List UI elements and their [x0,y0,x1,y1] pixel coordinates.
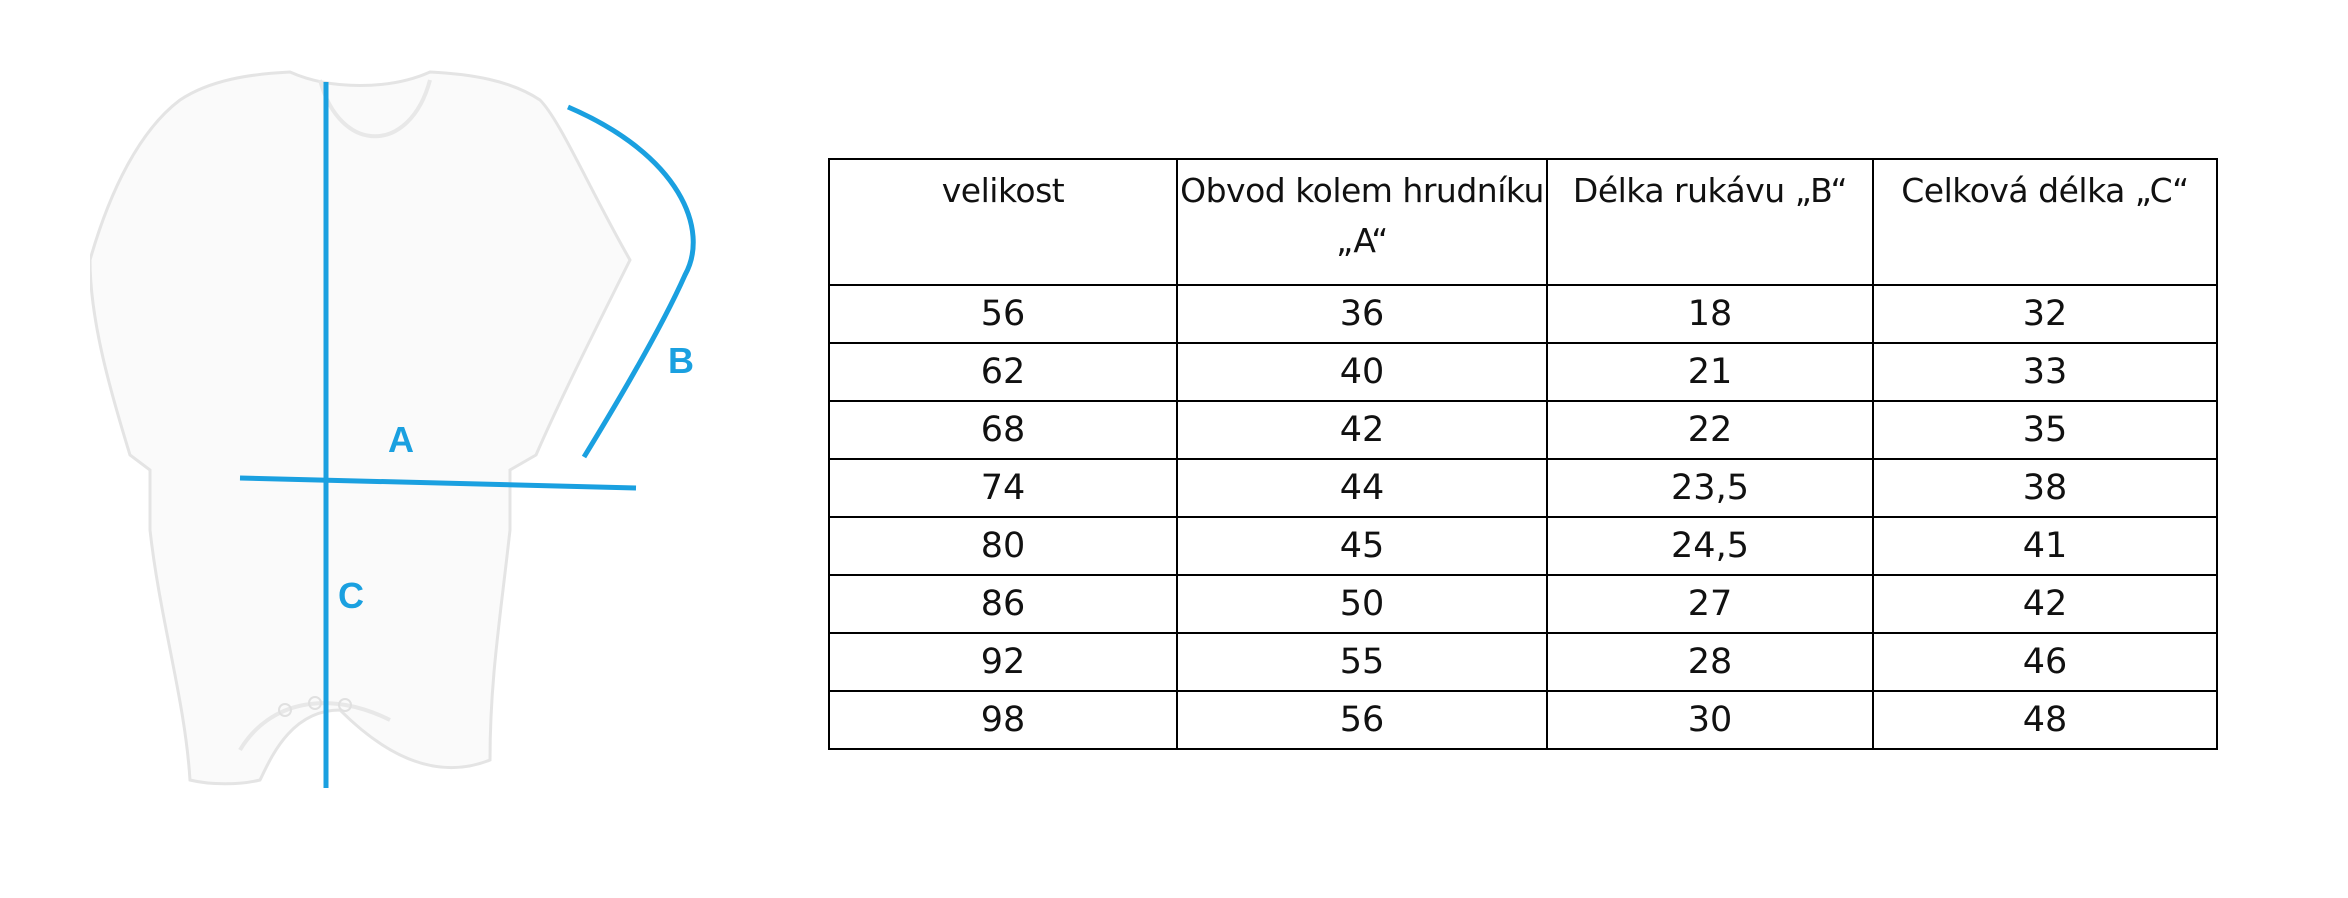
cell-chest: 56 [1177,691,1547,749]
bodysuit-illustration [90,60,770,820]
table-row [829,691,2217,749]
cell-chest: 44 [1177,459,1547,517]
cell-total-length: 38 [1873,459,2217,517]
cell-size: 62 [829,343,1177,401]
cell-sleeve: 21 [1547,343,1873,401]
cell-sleeve: 28 [1547,633,1873,691]
label-a: A [388,419,414,460]
label-c: C [338,575,364,616]
cell-total-length: 46 [1873,633,2217,691]
table-header-row [829,159,2217,285]
cell-total-length: 35 [1873,401,2217,459]
cell-size: 80 [829,517,1177,575]
cell-total-length: 41 [1873,517,2217,575]
size-table [828,158,2218,750]
table-row [829,459,2217,517]
header-size: velikost [829,159,1177,285]
label-b: B [668,340,694,381]
table-row [829,401,2217,459]
cell-size: 74 [829,459,1177,517]
cell-total-length: 42 [1873,575,2217,633]
cell-size: 68 [829,401,1177,459]
cell-size: 56 [829,285,1177,343]
cell-size: 92 [829,633,1177,691]
cell-total-length: 48 [1873,691,2217,749]
table-row [829,575,2217,633]
table-row [829,343,2217,401]
cell-sleeve: 18 [1547,285,1873,343]
cell-sleeve: 30 [1547,691,1873,749]
cell-chest: 55 [1177,633,1547,691]
cell-chest: 50 [1177,575,1547,633]
table-row [829,285,2217,343]
cell-sleeve: 23,5 [1547,459,1873,517]
header-total-length: Celková délka „C“ [1873,159,2217,285]
cell-total-length: 33 [1873,343,2217,401]
bodysuit-shape [90,72,630,784]
table-row [829,633,2217,691]
cell-size: 86 [829,575,1177,633]
cell-chest: 42 [1177,401,1547,459]
table-row [829,517,2217,575]
cell-sleeve: 24,5 [1547,517,1873,575]
cell-total-length: 32 [1873,285,2217,343]
header-sleeve: Délka rukávu „B“ [1547,159,1873,285]
cell-chest: 40 [1177,343,1547,401]
cell-sleeve: 27 [1547,575,1873,633]
header-chest: Obvod kolem hrudníku „A“ [1177,159,1547,285]
cell-sleeve: 22 [1547,401,1873,459]
bodysuit-measurement-diagram [90,60,770,820]
cell-chest: 45 [1177,517,1547,575]
cell-chest: 36 [1177,285,1547,343]
cell-size: 98 [829,691,1177,749]
